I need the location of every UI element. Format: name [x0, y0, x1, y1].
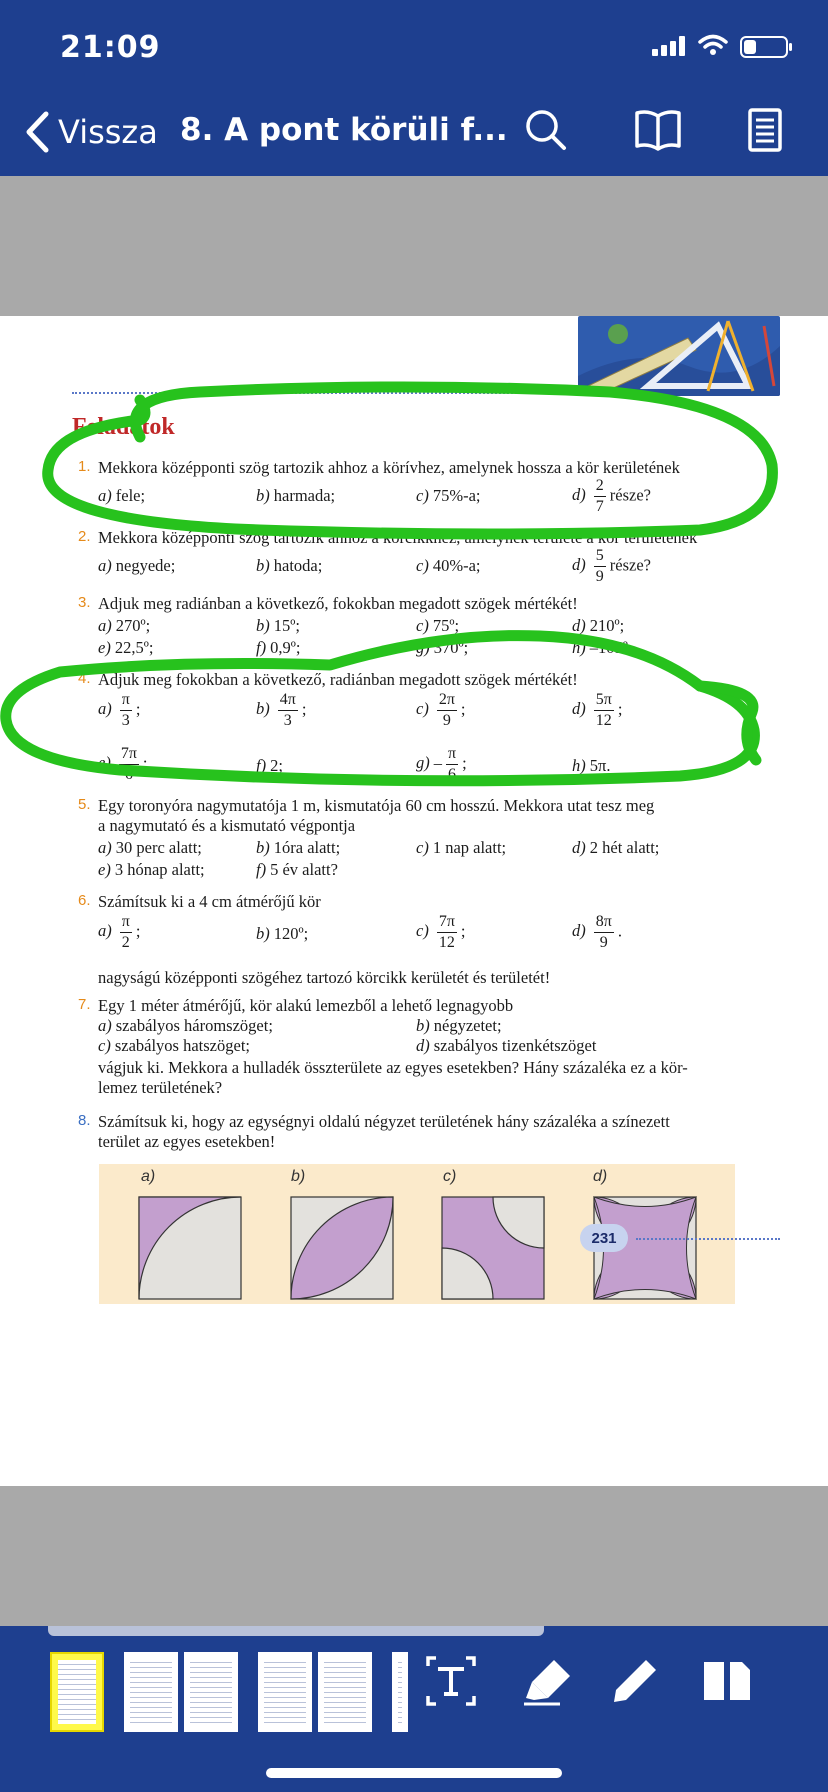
option-text: ; — [617, 699, 623, 719]
option-text: 2 hét alatt; — [589, 838, 660, 857]
figure-c — [441, 1196, 545, 1300]
option-label: c) — [416, 556, 429, 575]
figure-a — [138, 1196, 242, 1300]
fraction: $\frac{5}{9}$ — [595, 547, 604, 585]
option-text: 120º; — [273, 924, 309, 943]
option-label: b) — [256, 616, 270, 635]
option-text: 1óra alatt; — [273, 838, 341, 857]
page-thumbnail-current[interactable] — [50, 1652, 104, 1732]
option-text: negyede; — [115, 556, 176, 575]
option-label: a) — [98, 838, 112, 857]
top-dotted-rule — [72, 392, 572, 394]
option-text: része? — [609, 485, 651, 505]
back-button[interactable] — [24, 108, 158, 156]
option-label: e) — [98, 860, 111, 879]
option-text: 270º; — [115, 616, 151, 635]
exercise-number: 1. — [78, 458, 91, 475]
option-label: e) — [98, 753, 111, 773]
figure-label-b: b) — [291, 1168, 306, 1185]
exercise-question: Adjuk meg fokokban a következő, radiánban megadott szögek mértékét! — [98, 670, 578, 689]
option-text: szabályos tizenkétszöget — [433, 1036, 597, 1055]
status-time: 21:09 — [60, 30, 161, 65]
pen-icon[interactable] — [608, 1654, 662, 1708]
option-text: fele; — [115, 486, 146, 505]
option-label: a) — [98, 616, 112, 635]
option-text: szabályos háromszöget; — [115, 1016, 273, 1035]
option-text: 0,9º; — [270, 638, 301, 657]
option-text: 5π. — [589, 756, 611, 775]
option-text: 2; — [270, 756, 283, 775]
thumbnail-strip-edge — [48, 1626, 544, 1636]
option-label: d) — [572, 616, 586, 635]
option-label: a) — [98, 1016, 112, 1035]
option-text: része? — [609, 555, 651, 575]
book-page — [0, 316, 828, 1486]
option-text: 1 nap alatt; — [432, 838, 507, 857]
exercise-question-continued: vágjuk ki. Mekkora a hulladék összterülete az egyes esetekben? Hány százaléka ez a kör- — [98, 1058, 688, 1077]
fraction: $\frac{\pi}{6}$ — [448, 745, 457, 783]
option-label: c) — [416, 921, 429, 941]
exercise-question: Egy toronyóra nagymutatója 1 m, kismutatója 60 cm hosszú. Mekkora utat tesz meg — [98, 796, 655, 815]
option-text: hatoda; — [273, 556, 323, 575]
figure-label-d: d) — [593, 1168, 608, 1185]
option-text: 210º; — [589, 616, 625, 635]
exercise-number: 7. — [78, 996, 91, 1013]
option-text: 370º; — [433, 638, 469, 657]
page-thumbnail[interactable] — [392, 1652, 408, 1732]
geometry-tools-illustration — [578, 316, 780, 396]
bottom-dotted-rule — [636, 1238, 780, 1240]
battery-icon — [740, 36, 794, 58]
fraction: $\frac{\pi}{2}$ — [121, 913, 130, 951]
two-page-icon[interactable] — [700, 1654, 754, 1708]
option-text: négyzetet; — [433, 1016, 502, 1035]
option-text: ; — [135, 699, 141, 719]
fraction: $\frac{2}{7}$ — [595, 477, 604, 515]
fraction: $\frac{\pi}{3}$ — [121, 691, 130, 729]
document-title: 8. A pont körüli f... — [180, 112, 508, 148]
exercise-question-continued: nagyságú középponti szögéhez tartozó körcikk kerületét és területét! — [98, 968, 551, 987]
cellular-signal-icon — [652, 36, 688, 56]
option-text: 3 hónap alatt; — [114, 860, 205, 879]
option-label: c) — [416, 486, 429, 505]
exercise-number: 6. — [78, 892, 91, 909]
home-indicator[interactable] — [266, 1768, 562, 1778]
exercise-question: Adjuk meg radiánban a következő, fokokban megadott szögek mértékét! — [98, 594, 578, 613]
text-select-icon[interactable] — [424, 1654, 478, 1708]
exercise-question: Számítsuk ki, hogy az egységnyi oldalú négyzet területének hány százaléka a színezett — [98, 1112, 670, 1131]
figure-label-c: c) — [443, 1168, 457, 1185]
option-text: ; — [142, 753, 148, 773]
option-label: d) — [572, 838, 586, 857]
option-label: d) — [572, 699, 586, 719]
exercise-question: Egy 1 méter átmérőjű, kör alakú lemezből a lehető legnagyobb — [98, 996, 514, 1015]
exercise-question: Mekkora középponti szög tartozik ahhoz a körívhez, amelynek hossza a kör kerületének — [98, 458, 680, 477]
fraction: $\frac{4\pi}{3}$ — [279, 691, 296, 729]
top-navigation-bar — [0, 0, 828, 176]
fraction: $\frac{8\pi}{9}$ — [595, 913, 612, 951]
option-text: ; — [462, 753, 467, 773]
wifi-icon — [698, 34, 728, 56]
option-label: c) — [416, 616, 429, 635]
exercise-question: Számítsuk ki a 4 cm átmérőjű kör — [98, 892, 321, 911]
fraction: $\frac{2\pi}{9}$ — [438, 691, 455, 729]
exercise-question: Mekkora középponti szög tartozik ahhoz a körcikkhez, amelynek területe a kör területének — [98, 528, 698, 547]
option-label: a) — [98, 921, 112, 941]
figure-label-a: a) — [141, 1168, 156, 1185]
figure-b — [290, 1196, 394, 1300]
list-icon[interactable] — [748, 108, 782, 152]
option-text: ; — [460, 699, 466, 719]
option-text: . — [617, 921, 622, 941]
exercise-number: 4. — [78, 670, 91, 687]
option-label: b) — [256, 924, 270, 943]
page-number: 231 — [580, 1224, 628, 1252]
option-text: ; — [135, 921, 141, 941]
option-label: a) — [98, 556, 112, 575]
exercise-question-continued: lemez területének? — [98, 1078, 223, 1097]
back-label: Vissza — [58, 113, 158, 151]
option-label: f) — [256, 756, 267, 775]
section-heading: Feladatok — [72, 414, 175, 440]
exercise-number: 2. — [78, 528, 91, 545]
option-label: c) — [98, 1036, 111, 1055]
option-label: d) — [572, 485, 586, 505]
fraction: $\frac{5\pi}{12}$ — [595, 691, 612, 729]
option-label: f) — [256, 860, 267, 879]
option-text: ; — [460, 921, 466, 941]
option-label: b) — [256, 838, 270, 857]
page-thumbnail[interactable] — [258, 1652, 312, 1732]
option-label: e) — [98, 638, 111, 657]
option-label: c) — [416, 838, 429, 857]
option-label: d) — [572, 555, 586, 575]
option-label: b) — [416, 1016, 430, 1035]
search-icon[interactable] — [524, 108, 568, 152]
option-text: 22,5º; — [114, 638, 154, 657]
option-text: ; — [301, 699, 307, 719]
option-text: –105º — [589, 638, 628, 657]
book-icon[interactable] — [634, 108, 682, 152]
option-text: harmada; — [273, 486, 336, 505]
option-label: b) — [256, 556, 270, 575]
chevron-left-icon — [24, 111, 50, 153]
exercise-question-continued: terület az egyes esetekben! — [98, 1132, 276, 1151]
option-label: f) — [256, 638, 267, 657]
option-text: 40%-a; — [432, 556, 481, 575]
option-text: szabályos hatszöget; — [114, 1036, 250, 1055]
option-text: 75º; — [432, 616, 460, 635]
option-label: b) — [256, 699, 270, 719]
bottom-toolbar — [0, 1626, 828, 1792]
option-text: 75%-a; — [432, 486, 481, 505]
fraction: $\frac{7\pi}{6}$ — [120, 745, 137, 783]
option-label: a) — [98, 486, 112, 505]
option-label: g) — [416, 753, 430, 773]
exercise-number: 8. — [78, 1112, 91, 1129]
exercise-question-continued: a nagymutató és a kismutató végpontja — [98, 816, 356, 835]
option-label: g) — [416, 638, 430, 657]
highlighter-icon[interactable] — [522, 1654, 576, 1708]
page-thumbnail[interactable] — [124, 1652, 178, 1732]
option-label: d) — [416, 1036, 430, 1055]
fraction: $\frac{7\pi}{12}$ — [438, 913, 455, 951]
minus-sign: – — [433, 753, 442, 773]
exercise-number: 5. — [78, 796, 91, 813]
option-label: d) — [572, 921, 586, 941]
option-text: 30 perc alatt; — [115, 838, 202, 857]
option-label: h) — [572, 638, 586, 657]
option-text: 15º; — [273, 616, 300, 635]
exercise-8-figures — [99, 1164, 735, 1304]
option-label: b) — [256, 486, 270, 505]
option-label: a) — [98, 699, 112, 719]
exercise-number: 3. — [78, 594, 91, 611]
option-label: c) — [416, 699, 429, 719]
option-text: 5 év alatt? — [270, 860, 338, 879]
page-thumbnail[interactable] — [184, 1652, 238, 1732]
page-thumbnail[interactable] — [318, 1652, 372, 1732]
option-label: h) — [572, 756, 586, 775]
